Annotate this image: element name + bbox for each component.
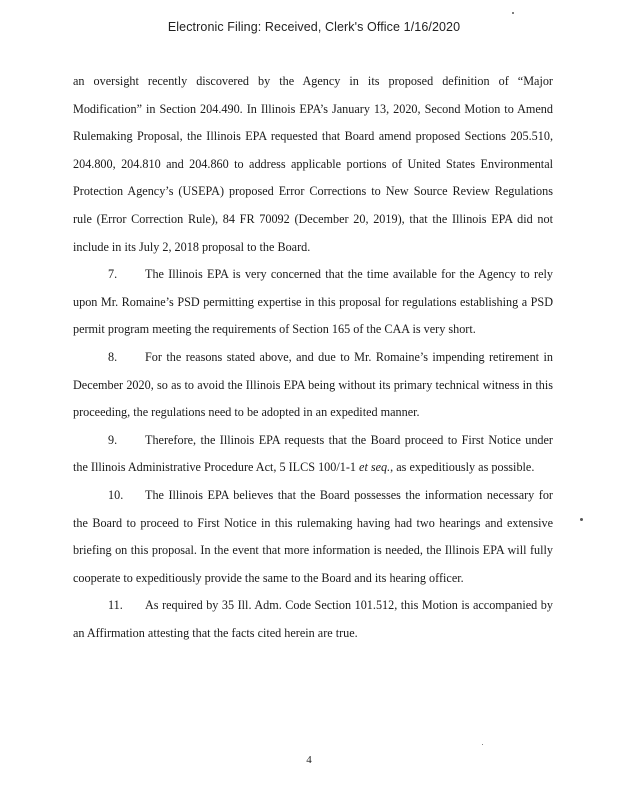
scan-speck <box>482 744 483 745</box>
paragraph-text: Therefore, the Illinois EPA requests that the Board proceed to First Notice under the Illinois Administrative Procedure Act, 5 ILCS 100/1-1 <box>73 432 553 475</box>
page-number: 4 <box>306 754 312 766</box>
paragraph-number: 9. <box>108 432 118 447</box>
electronic-filing-header: Electronic Filing: Received, Clerk's Office 1/16/2020 <box>167 20 461 34</box>
paragraph-text: As required by 35 Ill. Adm. Code Section 101.512, this Motion is accompanied by an Affirmation attesting that the facts cited herein are true. <box>73 598 553 640</box>
paragraph-number: 11. <box>108 598 123 613</box>
paragraph-number: 7. <box>108 267 118 282</box>
paragraph-text: The Illinois EPA believes that the Board possesses the information necessary for the Board to proceed to First Notice in this rulemaking having had two hearings and extensive briefing on this proposal. In the event that more information is needed, the Illinois EPA will fully cooperate to expeditiously provide the same to the Board and its hearing officer. <box>73 487 553 585</box>
numbered-paragraph <box>73 261 553 344</box>
paragraph-text-italic: et seq. <box>359 460 391 475</box>
paragraph-number: 10. <box>108 487 124 502</box>
numbered-paragraph <box>73 592 553 647</box>
numbered-paragraph <box>73 427 553 482</box>
paragraph-text: The Illinois EPA is very concerned that the time available for the Agency to rely upon Mr. Romaine’s PSD permitting expertise in this proposal for regulations establishing a PSD permit program meeting the requirements of Section 165 of the CAA is very short. <box>73 267 553 337</box>
paragraph-text: For the reasons stated above, and due to Mr. Romaine’s impending retirement in December 2020, so as to avoid the Illinois EPA being without its primary technical witness in this proceeding, the regulations need to be adopted in an expedited manner. <box>73 349 553 420</box>
numbered-paragraph <box>73 344 553 427</box>
scan-speck <box>512 12 514 14</box>
numbered-paragraph <box>73 482 553 592</box>
paragraph-number: 8. <box>108 349 118 364</box>
paragraph-text-end: , as expeditiously as possible. <box>390 460 535 475</box>
document-body <box>73 68 553 647</box>
scan-speck <box>580 518 583 521</box>
continuation-paragraph: an oversight recently discovered by the Agency in its proposed definition of “Major Modification” in Section 204.490. In Illinois EPA’s January 13, 2020, Second Motion to Amend Rulemaking Proposal, the Illinois EPA requested that Board amend proposed Sections 205.510, 204.800, 204.810 and 204.860 to address applicable portions of United States Environmental Protection Agency’s (USEPA) proposed Error Corrections to New Source Review Regulations rule (Error Correction Rule), 84 FR 70092 (December 20, 2019), that the Illinois EPA did not include in its July 2, 2018 proposal to the Board. <box>73 74 553 254</box>
